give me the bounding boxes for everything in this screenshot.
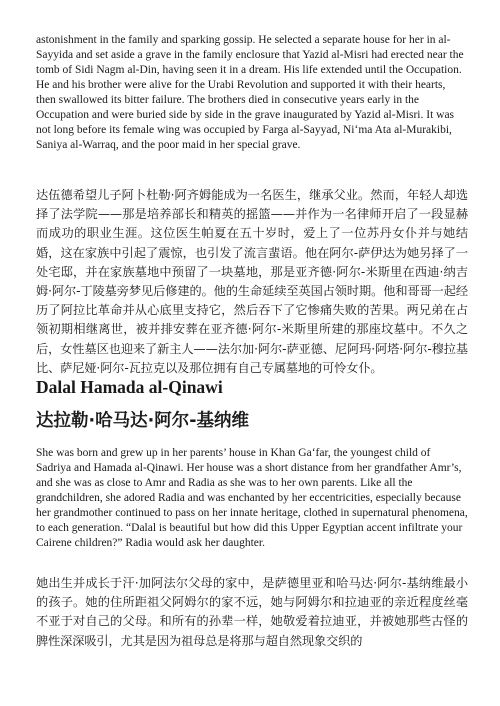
section-heading-chinese: 达拉勒·哈马达·阿尔-基纳维 — [36, 411, 250, 431]
chinese-paragraph-2: 她出生并成长于汗·加阿法尔父母的家中，是萨德里亚和哈马达·阿尔-基纳维最小的孩子。她的住所距祖父阿姆尔的家不远，她与阿姆尔和拉迪亚的亲近程度丝毫不亚于对自己的父母。和所有的孙辈一样，她敬爱着拉迪亚，并被她那些古怪的脾性深深吸引，尤其是因为祖母总是将那与超自然现象交织的 — [36, 576, 468, 648]
english-paragraph-1: astonishment in the family and sparking gossip. He selected a separate house for her in al-Sayyida and set aside a grave in the family enclosure that Yazid al-Misri had erected near the tomb of Sidi Nagm al-Din, having seen it in a dream. His life extended until the Occupation. He and his brother were alive for the Urabi Revolution and supported it with their hearts, then swallowed its bitter failure. The brothers died in consecutive years early in the Occupation and were buried side by side in the grave inaugurated by Yazid al-Misri. It was not long before its female wing was occupied by Farga al-Sayyad, Ni‘ma Ata al-Murakibi, Saniya al-Warraq, and the poor maid in her special grave. — [36, 34, 464, 151]
english-paragraph-2: She was born and grew up in her parents’ house in Khan Ga‘far, the youngest child of Sadriya and Hamada al-Qinawi. Her house was a short distance from her grandfather Amr’s, and she was as close to Amr and Radia as she was to her own parents. Like all the grandchildren, she adored Radia and was enchanted by her eccentricities, especially because her grandmother continued to pass on her innate heritage, clothed in supernatural phenomena, to each generation. “Dalal is beautiful but how did this Upper Egyptian accent infiltrate your Cairene children?” Radia would ask her daughter. — [36, 447, 468, 549]
section-heading-english: Dalal Hamada al-Qinawi — [36, 377, 223, 397]
chinese-paragraph-1: 达伍德希望儿子阿卜杜勒·阿齐姆能成为一名医生，继承父业。然而，年轻人却选择了法学院——那是培养部长和精英的摇篮——并作为一名律师开启了一段显赫而成功的职业生涯。这位医生帕夏在五十岁时，爱上了一位苏丹女仆并与她结婚，这在家族中引起了震惊，也引发了流言蜚语。他在阿尔-萨伊达为她另择了一处宅邸，并在家族墓地中预留了一块墓地，那是亚齐德·阿尔-米斯里在西迪·纳吉姆·阿尔-丁陵墓旁梦见后修建的。他的生命延续至英国占领时期。他和哥哥一起经历了阿拉比革命并从心底里支持它，然后吞下了它惨痛失败的苦果。两兄弟在占领初期相继离世，被并排安葬在亚齐德·阿尔-米斯里所建的那座坟墓中。不久之后，女性墓区也迎来了新主人——法尔加·阿尔-萨亚德、尼阿玛·阿塔·阿尔-穆拉基比、萨尼娅·阿尔-瓦拉克以及那位拥有自己专属墓地的可怜女仆。 — [36, 188, 468, 375]
